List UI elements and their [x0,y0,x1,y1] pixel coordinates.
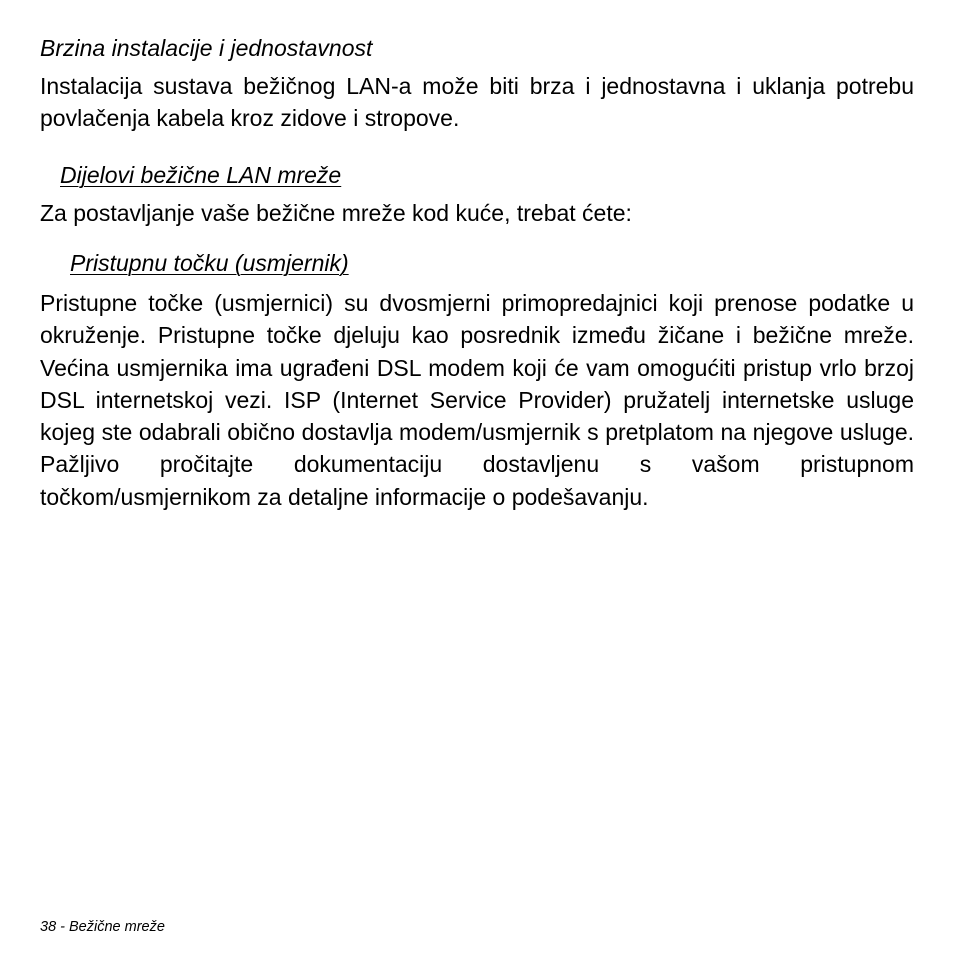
paragraph-access-point: Pristupne točke (usmjernici) su dvosmjerni primopredajnici koji prenose podatke u okruženje. Pristupne točke djeluju kao posrednik između žičane i bežične mreže. Većina usmjernika ima ugrađeni DSL modem koji će vam omogućiti pristup vrlo brzoj DSL internetskoj vezi. ISP (Internet Service Provider) pružatelj internetske usluge kojeg ste odabrali obično dostavlja modem/usmjernik s pretplatom na njegove usluge. Pažljivo pročitajte dokumentaciju dostavljenu s vašom pristupnom točkom/usmjernikom za detaljne informacije o podešavanju. [40,290,914,510]
paragraph-installation: Instalacija sustava bežičnog LAN-a može biti brza i jednostavna i uklanja potrebu povlačenja kabela kroz zidove i stropove. [40,73,914,132]
section-heading-lan-components: Dijelovi bežične LAN mreže [60,162,342,188]
page-footer: 38 - Bežične mreže [40,919,165,935]
paragraph-lan-components: Za postavljanje vaše bežične mreže kod kuće, trebat ćete: [40,200,632,226]
section-heading-access-point: Pristupnu točku (usmjernik) [70,250,349,276]
section-heading-installation: Brzina instalacije i jednostavnost [40,35,373,61]
